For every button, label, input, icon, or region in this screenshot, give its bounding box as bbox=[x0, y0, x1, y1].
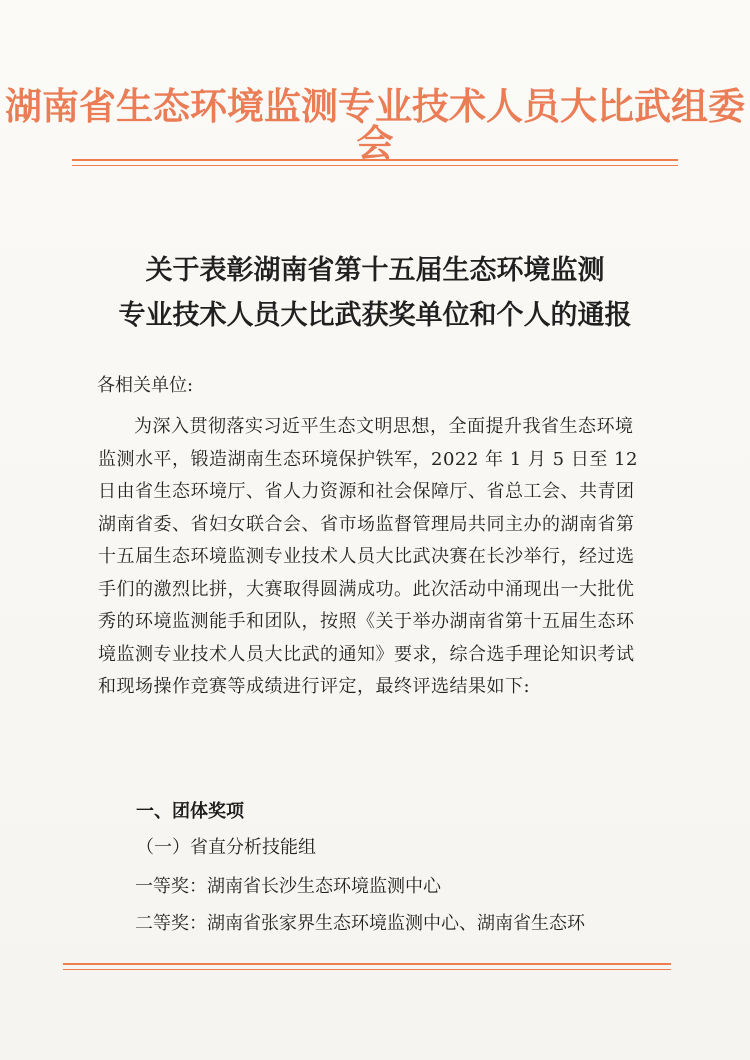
team-awards-heading: 一、团体奖项 bbox=[136, 801, 244, 822]
header-divider-thin bbox=[72, 165, 678, 166]
notice-title-line-1: 关于表彰湖南省第十五届生态环境监测 bbox=[145, 255, 605, 286]
salutation: 各相关单位: bbox=[97, 375, 194, 396]
first-prize-line: 一等奖：湖南省长沙生态环境监测中心 bbox=[135, 876, 441, 897]
notice-title-line-2: 专业技术人员大比武获奖单位和个人的通报 bbox=[118, 300, 632, 331]
issuing-organization-header: 湖南省生态环境监测专业技术人员大比武组委会 bbox=[5, 84, 745, 165]
second-prize-line: 二等奖：湖南省张家界生态环境监测中心、湖南省生态环 bbox=[135, 913, 585, 934]
header-divider-thick bbox=[72, 159, 678, 161]
main-paragraph: 为深入贯彻落实习近平生态文明思想，全面提升我省生态环境监测水平，锻造湖南生态环境保护铁军，2022 年 1 月 5 日至 12 日由省生态环境厅、省人力资源和社会保障厅、省总工会、共青团湖南省委、省妇女联合会、省市场监督管理局共同主办的湖南省第十五届生态环境监测专业技术人员大比武决赛在长沙举行，经过选手们的激烈比拼，大赛取得圆满成功。此次活动中涌现出一大批优秀的环境监测能手和团队，按照《关于举办湖南省第十五届生态环境监测专业技术人员大比武的通知》要求，综合选手理论知识考试和现场操作竞赛等成绩进行评定，最终评选结果如下: bbox=[98, 416, 638, 697]
footer-divider-thick bbox=[63, 963, 671, 965]
footer-divider-thin bbox=[63, 969, 671, 970]
provincial-analysis-group-heading: （一）省直分析技能组 bbox=[136, 837, 316, 858]
